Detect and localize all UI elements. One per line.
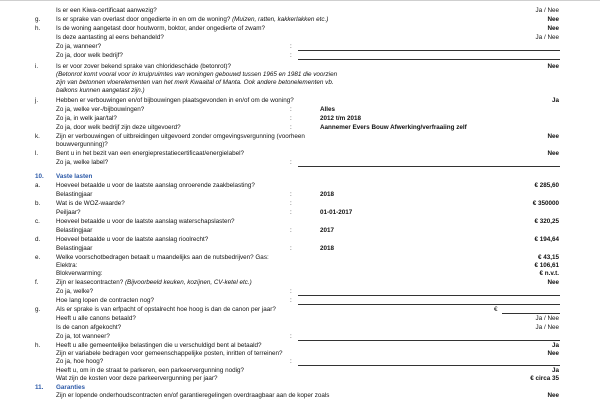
- answer-text: € 106,61: [534, 262, 559, 269]
- question-label: c.: [35, 218, 40, 225]
- answer-text: € n.v.t.: [539, 270, 559, 277]
- question-label: l.: [35, 150, 39, 157]
- colon: :: [290, 200, 292, 207]
- colon: :: [290, 209, 292, 216]
- answer-text: Ja: [551, 97, 559, 104]
- question-text: Hebben er verbouwingen en/of bijbouwingen plaatsgevonden in en/of om de woning?: [56, 97, 294, 104]
- colon: :: [290, 297, 292, 304]
- filled-value: Alles: [320, 106, 336, 113]
- answer-text: Ja: [551, 342, 559, 349]
- filled-value: Aannemer Evers Bouw Afwerking/verfraaiing zelf: [320, 124, 467, 131]
- question-line: [0, 391, 600, 400]
- answer-text: Nee: [547, 63, 559, 70]
- question-text: bouwvergunning)?: [56, 141, 108, 148]
- colon: :: [290, 43, 292, 50]
- question-text: Is de canon afgekocht?: [56, 324, 122, 331]
- question-text: Zo ja, wanneer?: [56, 43, 102, 50]
- question-line: [0, 244, 600, 253]
- question-label: g.: [35, 306, 41, 313]
- question-text: Blokverwarming:: [56, 270, 103, 277]
- colon: :: [290, 191, 292, 198]
- answer-text: Ja / Nee: [535, 315, 559, 322]
- filled-value: 2018: [320, 245, 335, 252]
- question-text: Elektra:: [56, 262, 78, 269]
- answer-text: € 320,25: [534, 218, 559, 225]
- question-label: h.: [35, 25, 41, 32]
- question-main: Zijn er leasecontracten?: [56, 279, 124, 286]
- answer-text: Nee: [547, 350, 559, 357]
- colon: :: [290, 159, 292, 166]
- question-hint: (Bijvoorbeeld keuken, kozijnen, CV-ketel etc.): [123, 279, 252, 286]
- question-text: Hoeveel betaalde u voor de laatste aanslag waterschapslasten?: [56, 218, 235, 225]
- question-text: Bent u in het bezit van een energieprestatiecertificaat/energielabel?: [56, 150, 244, 157]
- question-text: Wat zijn de kosten voor deze parkeervergunning per jaar?: [56, 375, 218, 382]
- answer-text: Ja / Nee: [535, 34, 559, 41]
- question-text: Is er voor zover bekend sprake van chloridescháde (betonrot)?: [56, 63, 232, 70]
- question-text: Belastingjaar: [56, 227, 93, 234]
- question-text: Zo ja, door welk bedrijf zijn deze uitgevoerd?: [56, 124, 181, 131]
- section-number: 11.: [35, 384, 44, 391]
- currency-symbol: €: [494, 306, 498, 313]
- page-top-border: [0, 0, 600, 1]
- section-title: Garanties: [56, 384, 86, 391]
- question-line: [0, 181, 600, 190]
- question-line: [0, 235, 600, 244]
- question-main: Is er sprake van overlast door ongedierte in en om de woning?: [56, 16, 231, 23]
- question-line: [0, 374, 600, 383]
- question-label: i.: [35, 63, 39, 70]
- filled-value: 2017: [320, 227, 335, 234]
- question-line: [0, 278, 600, 287]
- question-text: Belastingjaar: [56, 191, 93, 198]
- answer-text: Ja: [551, 367, 559, 374]
- question-label: f.: [35, 279, 39, 286]
- colon: :: [290, 358, 292, 365]
- question-text: Als er sprake is van erfpacht of opstalrecht hoe hoog is dan de canon per jaar?: [56, 306, 276, 313]
- colon: :: [290, 115, 292, 122]
- question-text: Zo ja, welke ver-/bijbouwingen?: [56, 106, 145, 113]
- colon: :: [290, 333, 292, 340]
- question-line: [0, 314, 600, 323]
- question-text: Hoeveel betaalde u voor de laatste aanslag rioolrecht?: [56, 236, 209, 243]
- question-text: Zijn er verbouwingen of uitbreidingen uitgevoerd zonder omgevingsvergunning (voorheen: [56, 133, 305, 140]
- question-line: [0, 226, 600, 235]
- question-text: Zo ja, hoe hoog?: [56, 358, 104, 365]
- answer-line: [298, 166, 560, 167]
- answer-text: Nee: [547, 16, 559, 23]
- question-label: h.: [35, 342, 41, 349]
- question-text: [56, 15, 328, 24]
- note-text: zijn van betonnen vloerelementen van het merk Kwaaital of Manta. Ook andere betonelementen vb.: [56, 79, 334, 86]
- question-text: Zo ja, tot wanneer?: [56, 333, 110, 340]
- section-title: Vaste lasten: [56, 173, 93, 180]
- answer-text: € 43,15: [537, 254, 559, 261]
- question-text: Is deze aantasting al eens behandeld?: [56, 34, 164, 41]
- question-line: [0, 323, 600, 332]
- question-text: Is er een Kiwa-certificaat aanwezig?: [56, 7, 157, 14]
- question-text: Wat is de WOZ-waarde?: [56, 200, 125, 207]
- question-text: Belastingjaar: [56, 245, 93, 252]
- question-line: [0, 114, 600, 123]
- question-line: [0, 208, 600, 217]
- answer-text: Ja / Nee: [535, 7, 559, 14]
- answer-text: Nee: [547, 279, 559, 286]
- question-label: k.: [35, 133, 40, 140]
- answer-text: € 350000: [532, 200, 559, 207]
- note-text: balkons kunnen aangetast zijn.): [56, 87, 145, 94]
- answer-text: € 194,64: [534, 236, 559, 243]
- colon: :: [290, 52, 292, 59]
- question-text: Heeft u alle gemeentelijke belastingen die u verschuldigd bent al betaald?: [56, 342, 262, 349]
- question-text: Is de woning aangetast door houtworm, boktor, ander ongedierte of zwam?: [56, 25, 265, 32]
- question-line: [0, 269, 600, 278]
- question-line: [0, 123, 600, 132]
- filled-value: 2012 t/m 2018: [320, 115, 361, 122]
- note-line: [0, 86, 600, 95]
- answer-line: [298, 59, 560, 60]
- question-label: d.: [35, 236, 41, 243]
- question-line: [0, 96, 600, 105]
- question-label: a.: [35, 182, 41, 189]
- question-label: g.: [35, 16, 41, 23]
- colon: :: [290, 124, 292, 131]
- note-text: (Betonrot komt vooral voor in kruipruimtes van woningen gebouwd tussen 1965 en 1981 die voorzien: [56, 71, 338, 78]
- question-label: b.: [35, 200, 41, 207]
- question-text: Heeft u, om in de straat te parkeren, een parkeervergunning nodig?: [56, 367, 244, 374]
- question-line: [0, 217, 600, 226]
- question-line: [0, 105, 600, 114]
- question-label: e.: [35, 254, 41, 261]
- question-text: Zo ja, door welk bedrijf?: [56, 52, 123, 59]
- colon: :: [290, 227, 292, 234]
- answer-text: € circa 35: [530, 375, 559, 382]
- question-line: [0, 33, 600, 42]
- question-line: [0, 199, 600, 208]
- section-heading: [0, 172, 600, 181]
- question-line-continued: [0, 140, 600, 149]
- section-number: 10.: [35, 173, 44, 180]
- colon: :: [290, 245, 292, 252]
- question-text: Peiljaar?: [56, 209, 81, 216]
- question-line: [0, 24, 600, 33]
- answer-text: € 285,60: [534, 182, 559, 189]
- answer-text: Nee: [547, 150, 559, 157]
- colon: :: [290, 106, 292, 113]
- question-line: [0, 6, 600, 15]
- answer-text: Nee: [547, 392, 559, 399]
- question-text: Heeft u alle canons betaald?: [56, 315, 136, 322]
- question-line: [0, 15, 600, 24]
- question-text: Zo ja, welke?: [56, 288, 94, 295]
- question-label: j.: [35, 97, 39, 104]
- question-line: [0, 149, 600, 158]
- colon: :: [290, 288, 292, 295]
- question-text: Zijn er lopende onderhoudscontracten en/of garantieregelingen overdraagbaar aan de koper zoals: [56, 392, 330, 399]
- filled-value: 2018: [320, 191, 335, 198]
- question-line: [0, 190, 600, 199]
- answer-text: Nee: [547, 25, 559, 32]
- question-text: Hoeveel betaalde u voor de laatste aanslag onroerende zaakbelasting?: [56, 182, 255, 189]
- question-text: Hoe lang lopen de contracten nog?: [56, 297, 155, 304]
- answer-text: Nee: [547, 133, 559, 140]
- question-text: Welke voorschotbedragen betaalt u maandelijks aan de nutsbedrijven? Gas:: [56, 254, 269, 261]
- question-text: Zo ja, in welk jaar/tal?: [56, 115, 117, 122]
- filled-value: 01-01-2017: [320, 209, 353, 216]
- question-text: Zo ja, welke label?: [56, 159, 109, 166]
- question-text: Zijn er variabele bedragen voor gemeenschappelijke posten, inritten of terreinen?: [56, 350, 283, 357]
- answer-text: Ja / Nee: [535, 324, 559, 331]
- question-hint: (Muizen, ratten, kakkerlakken etc.): [230, 16, 329, 23]
- question-text: [56, 278, 252, 287]
